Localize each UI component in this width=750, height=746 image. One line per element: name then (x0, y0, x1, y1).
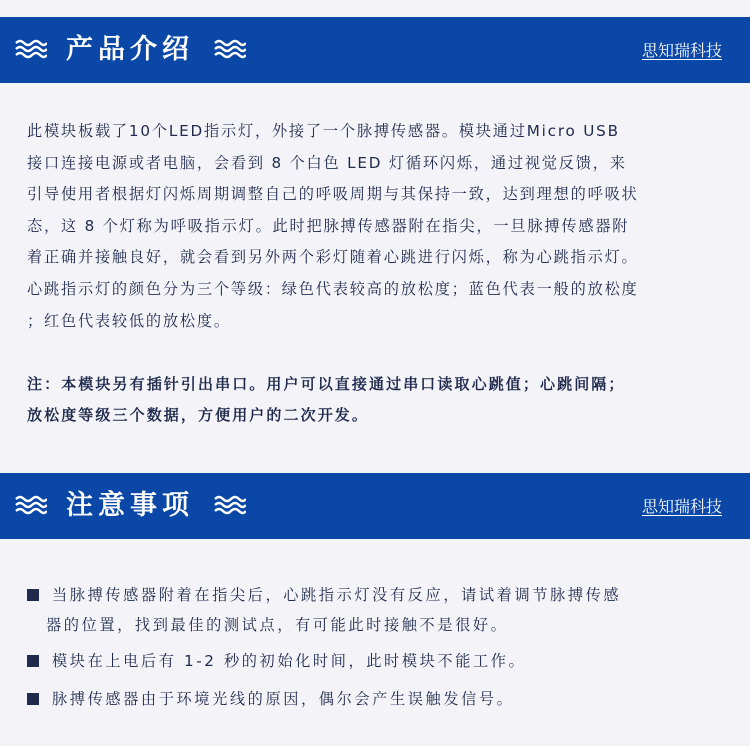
list-item-text-continued: 器的位置，找到最佳的测试点，有可能此时接触不是很好。 (46, 616, 509, 634)
bullet-square-icon (27, 589, 39, 601)
section-header-precautions (0, 473, 750, 539)
list-item-text: 模块在上电后有 1-2 秒的初始化时间，此时模块不能工作。 (52, 652, 527, 670)
note-line: 放松度等级三个数据，方便用户的二次开发。 (27, 406, 370, 424)
intro-line: 心跳指示灯的颜色分为三个等级：绿色代表较高的放松度；蓝色代表一般的放松度 (27, 279, 639, 298)
list-item (25, 684, 730, 714)
wave-icon (214, 39, 246, 59)
intro-line: ；红色代表较低的放松度。 (27, 311, 231, 330)
brand-link[interactable]: 思知瑞科技 (641, 41, 722, 60)
list-item (25, 646, 730, 676)
list-item (25, 580, 730, 640)
list-item-text: 脉搏传感器由于环境光线的原因，偶尔会产生误触发信号。 (52, 690, 515, 708)
bullet-square-icon (27, 693, 39, 705)
section-title: 产品介绍 (66, 34, 194, 65)
intro-line: 态，这 8 个灯称为呼吸指示灯。此时把脉搏传感器附在指尖，一旦脉搏传感器附 (27, 216, 630, 235)
wave-icon (15, 495, 47, 515)
intro-paragraph (27, 116, 729, 337)
brand-link[interactable]: 思知瑞科技 (641, 497, 722, 516)
note-line: 注：本模块另有插针引出串口。用户可以直接通过串口读取心跳值；心跳间隔； (27, 375, 626, 393)
intro-line: 接口连接电源或者电脑，会看到 8 个白色 LED 灯循环闪烁，通过视觉反馈，来 (27, 153, 627, 172)
intro-line: 着正确并接触良好，就会看到另外两个彩灯随着心跳进行闪烁，称为心跳指示灯。 (27, 248, 639, 267)
wave-icon (214, 495, 246, 515)
section-header-product-intro (0, 17, 750, 83)
precautions-list (25, 580, 730, 714)
bullet-square-icon (27, 655, 39, 667)
wave-icon (15, 39, 47, 59)
section-title: 注意事项 (66, 490, 194, 521)
intro-line: 引导使用者根据灯闪烁周期调整自己的呼吸周期与其保持一致，达到理想的呼吸状 (27, 185, 639, 204)
list-item-text: 当脉搏传感器附着在指尖后，心跳指示灯没有反应，请试着调节脉搏传感 (52, 586, 622, 604)
intro-line: 此模块板载了10个LED指示灯，外接了一个脉搏传感器。模块通过Micro USB (27, 122, 620, 140)
note-paragraph (27, 369, 729, 431)
